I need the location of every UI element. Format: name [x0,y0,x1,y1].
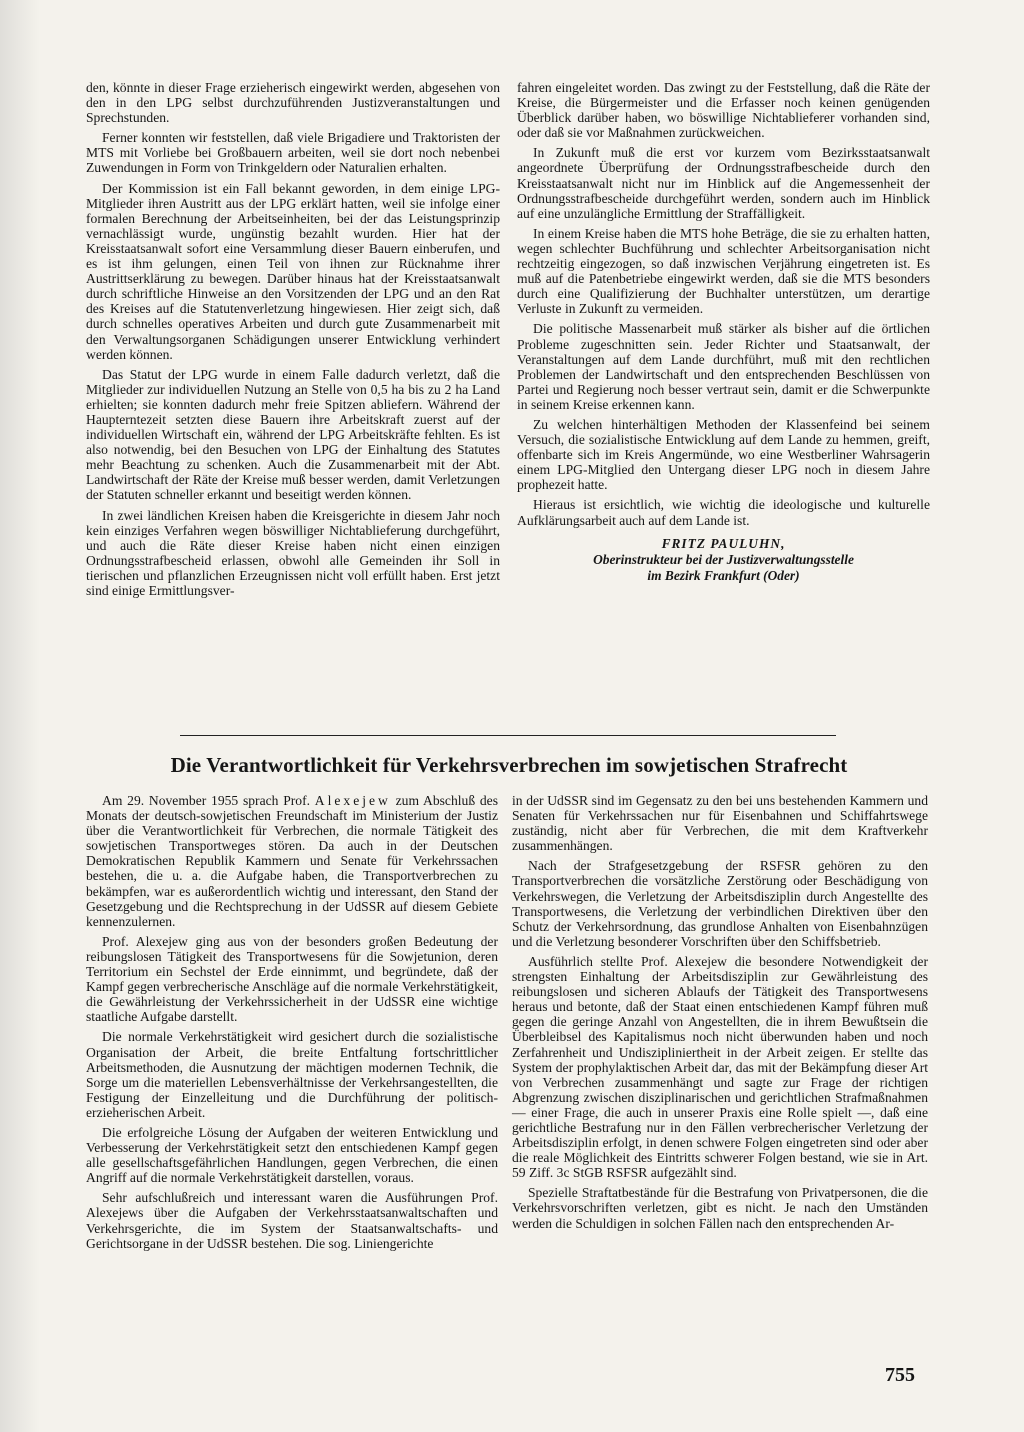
paragraph: In einem Kreise haben die MTS hohe Beträge, die sie zu erhalten hatten, wegen schlechter Buchführung und schlechter Arbeitsorganisation nicht rechtzeitig eingezogen, so daß inzwischen Verjährung eingetreten ist. Es muß auf die Patenbetriebe eingewirkt werden, daß sie die MTS besonders durch eine Qualifizierung der Buchhalter unterstützen, um derartige Verluste in Zukunft zu vermeiden. [517,225,930,317]
paragraph: den, könnte in dieser Frage erzieherisch eingewirkt werden, abgesehen von den in den LPG selbst durchzuführenden Justizveranstaltungen und Sprechstunden. [86,80,500,126]
author-title: Oberinstrukteur bei der Justizverwaltungsstelle [593,551,854,567]
paragraph: Hieraus ist ersichtlich, wie wichtig die ideologische und kulturelle Aufklärungsarbeit auch auf dem Lande ist. [517,497,930,528]
author-name: FRITZ PAULUHN, [661,535,786,551]
article-headline: Die Verantwortlichkeit für Verkehrsverbrechen im sowjetischen Strafrecht [170,753,848,777]
paragraph: in der UdSSR sind im Gegensatz zu den bei uns bestehenden Kammern und Senaten für Verkehrssachen nur für Eisenbahnen und Schiffahrtswege zuständig, nicht aber für Verbrechen, die mit dem Kraftverkehr zusammenhängen. [512,793,928,854]
author-location: im Bezirk Frankfurt (Oder) [647,567,800,583]
page-number: 755 [885,1364,915,1386]
section-divider [180,735,836,736]
speaker-name: Alexejew [314,793,391,808]
paragraph: Der Kommission ist ein Fall bekannt geworden, in dem einige LPG-Mitglieder ihren Austritt aus der LPG erklärt hatten, weil sie infolge einer formalen Berechnung der Arbeitseinheiten, bei der das Leistungsprinzip vernachlässigt wurde, ungünstig bezahlt wurden. Hier hat der Kreisstaatsanwalt sofort eine Versammlung dieser Bauern einberufen, und es ist ihm gelungen, einen Teil von ihnen zur Rücknahme ihrer Austrittserklärung zu bewegen. Darüber hinaus hat der Kreisstaatsanwalt durch schriftliche Hinweise an den Vorsitzenden der LPG und an den Rat des Kreises auf die Statutenverletzung hingewiesen. Hier zeigt sich, daß durch schnelles operatives Arbeiten und durch gute Zusammenarbeit mit den Verwaltungsorganen Schädigungen unserer Entwicklung verhindert werden können. [86,180,500,362]
paragraph: Das Statut der LPG wurde in einem Falle dadurch verletzt, daß die Mitglieder zur individuellen Nutzung an Stelle von 0,5 ha bis zu 2 ha Land erhielten; sie konnten dadurch mehr freie Spitzen abliefern. Während der Haupterntezeit setzten diese Bauern ihre Arbeitskraft zuerst auf der individuellen Wirtschaft ein, während der LPG Arbeitskräfte fehlten. Es ist also notwendig, bei den Besuchen von LPG der Einhaltung des Statutes mehr Beachtung zu schenken. Auch die Zusammenarbeit mit der Abt. Landwirtschaft der Räte der Kreise muß besser werden, damit Verletzungen der Statuten schneller erkannt und beseitigt werden können. [86,366,500,503]
text-run: zum Abschluß des Monats der deutsch-sowjetischen Freundschaft im Ministerium der Justiz über die Verantwortlichkeit für Verbrechen, die normale Tätigkeit des sowjetischen Transportweges stören. Da auch in der Deutschen Demokratischen Republik Kammern und Senate für Verkehrssachen bestehen, die u. a. die Aufgabe haben, die Transportverbrechen zu bekämpfen, war es außerordentlich wichtig und interessant, den Stand der Gesetzgebung und die Rechtsprechung in der UdSSR auf diesem Gebiete kennenzulernen. [86,793,499,929]
article1-right-column [517,80,930,584]
text-run: Am 29. November 1955 sprach Prof. [102,793,315,808]
author-signature [517,536,930,584]
scan-shadow [0,0,40,1432]
paragraph [86,793,498,929]
paragraph: fahren eingeleitet worden. Das zwingt zu der Feststellung, daß die Räte der Kreise, die Bürgermeister und die Erfasser noch keinen genügenden Überblick darüber haben, wo böswillige Nichtablieferer vorhanden sind, oder daß sie vor Maßnahmen zurückweichen. [517,80,930,141]
article2-right-column [512,793,928,1236]
paragraph: Sehr aufschlußreich und interessant waren die Ausführungen Prof. Alexejews über die Aufgaben der Verkehrsstaatsanwaltschaften und Verkehrsgerichte, die im System der Staatsanwaltschafts- und Gerichtsorgane in der UdSSR bestehen. Die sog. Liniengerichte [86,1190,498,1251]
paragraph: Die politische Massenarbeit muß stärker als bisher auf die örtlichen Probleme zugeschnitten sein. Jeder Richter und Staatsanwalt, der Veranstaltungen auf dem Lande durchführt, muß mit den rechtlichen Problemen der Landwirtschaft und den entsprechenden Beschlüssen von Partei und Regierung noch besser vertraut sein, damit er die Schwerpunkte in seinem Kreise erkennen kann. [517,321,930,412]
paragraph: Nach der Strafgesetzgebung der RSFSR gehören zu den Transportverbrechen die vorsätzliche Zerstörung oder Beschädigung von Verkehrswegen, die Verletzung der Arbeitsdisziplin durch Angestellte des Transportwesens, die Verletzung der verbindlichen Direktiven über den Schutz der Verkehrsordnung, das grundlose Anhalten von Eisenbahnzügen und die Verletzung besonderer Vorschriften über den Schiffsbetrieb. [512,858,928,949]
paragraph: In Zukunft muß die erst vor kurzem vom Bezirksstaatsanwalt angeordnete Überprüfung der Ordnungsstrafbescheide durch den Kreisstaatsanwalt nicht nur im Hinblick auf die Angemessenheit der Ordnungsstrafbescheide durchgeführt werden, sondern auch im Hinblick auf eine unzulängliche Ermittlung der Straffälligkeit. [517,145,930,221]
article1-left-column [86,80,500,603]
paragraph: Ausführlich stellte Prof. Alexejew die besondere Notwendigkeit der strengsten Einhaltung der Arbeitsdisziplin zur Gewährleistung des reibungslosen und sicheren Ablaufs der Tätigkeit des Transportwesens heraus und betonte, daß der Staat einen entschiedenen Kampf führen muß gegen die geringe Anzahl von Angestellten, die in ihrem Bewußtsein die Überbleibsel des Kapitalismus noch nicht überwunden haben und noch Zerfahrenheit und Undiszipliniertheit in der Arbeit zeigen. Er stellte das System der prophylaktischen Arbeit dar, das mit der Bekämpfung dieser Art von Verbrechen zusammenhängt und sagte zur Frage der richtigen Abgrenzung zwischen disziplinarischen und gerichtlichen Strafmaßnahmen — einer Frage, die auch in unserer Praxis eine Rolle spielt —, daß eine gerichtliche Bestrafung nur in den Fällen verbrecherischer Verletzung der Arbeitsdisziplin erfolgt, in denen schwere Folgen eingetreten sind oder aber die reale Möglichkeit des Eintritts schwerer Folgen bestand, wie sie in Art. 59 Ziff. 3c StGB RSFSR aufgezählt sind. [512,953,928,1181]
paragraph: Die normale Verkehrstätigkeit wird gesichert durch die sozialistische Organisation der Arbeit, die breite Entfaltung fortschrittlicher Arbeitsmethoden, die Ausnutzung der mächtigen modernen Technik, die Sorge um die materiellen Lebensverhältnisse der Verkehrsangestellten, die Festigung der Einzelleitung und die Durchführung der politisch-erzieherischen Arbeit. [86,1029,498,1120]
paragraph: Ferner konnten wir feststellen, daß viele Brigadiere und Traktoristen der MTS mit Vorliebe bei Großbauern arbeiten, weil sie dort noch nebenbei Zuwendungen in Form von Trinkgeldern oder Naturalien erhalten. [86,130,500,176]
paragraph: In zwei ländlichen Kreisen haben die Kreisgerichte in diesem Jahr noch kein einziges Verfahren wegen böswilliger Nichtablieferung durchgeführt, und auch die Räte dieser Kreise haben nicht einen einzigen Ordnungsstrafbescheid erlassen, obwohl alle Gemeinden ihr Soll in tierischen und pflanzlichen Erzeugnissen nicht voll erfüllt haben. Erst jetzt sind einige Ermittlungsver- [86,507,500,598]
article2-left-column [86,793,498,1256]
paragraph: Die erfolgreiche Lösung der Aufgaben der weiteren Entwicklung und Verbesserung der Verkehrstätigkeit setzt den entschiedenen Kampf gegen alle gesellschaftsgefährlichen Handlungen, gegen Verbrechen, die einen Angriff auf die normale Verkehrstätigkeit darstellen, voraus. [86,1124,498,1186]
paragraph: Zu welchen hinterhältigen Methoden der Klassenfeind bei seinem Versuch, die sozialistische Entwicklung auf dem Lande zu hemmen, greift, offenbarte sich im Kreis Angermünde, wo eine Westberliner Wahrsagerin einem LPG-Mitglied den Untergang dieser LPG noch in diesem Jahre prophezeit hatte. [517,416,930,493]
paragraph: Spezielle Straftatbestände für die Bestrafung von Privatpersonen, die die Verkehrsvorschriften verletzen, gibt es nicht. Je nach den Umständen werden die Schuldigen in solchen Fällen nach den entsprechenden Ar- [512,1185,928,1231]
paragraph: Prof. Alexejew ging aus von der besonders großen Bedeutung der reibungslosen Tätigkeit des Transportwesens für die Sowjetunion, deren Territorium ein Sechstel der Erde einnimmt, und begründete, daß der Kampf gegen verbrecherische Anschläge auf die normale Verkehrstätigkeit, die Gewährleistung der Verkehrssicherheit in der UdSSR eine wichtige staatliche Aufgabe darstellt. [86,933,498,1025]
